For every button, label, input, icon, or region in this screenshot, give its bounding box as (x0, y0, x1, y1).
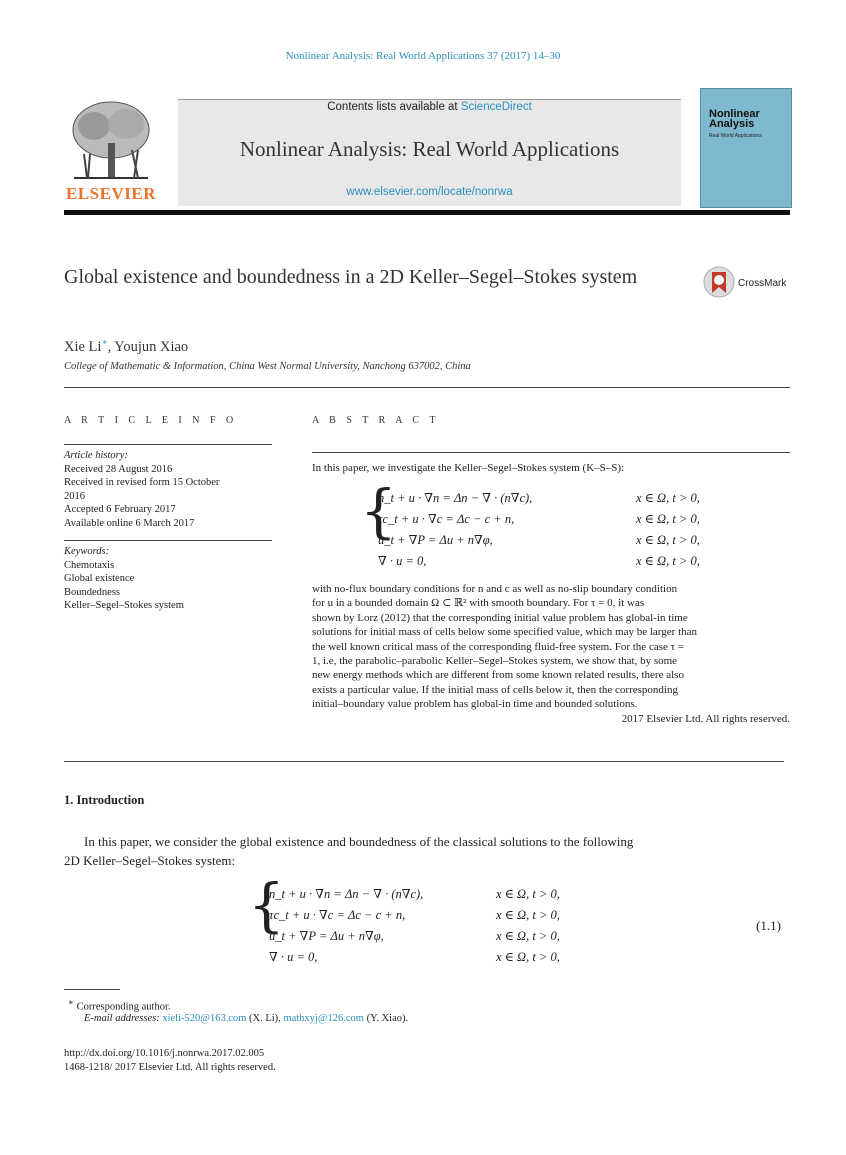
cover-title-line1: Nonlinear (709, 108, 760, 120)
abstract-copyright: 2017 Elsevier Ltd. All rights reserved. (621, 712, 790, 725)
intro-equation-2: τc_t + u · ∇c = Δc − c + n, (269, 908, 406, 922)
contents-prefix: Contents lists available at (327, 101, 461, 113)
abstract-equation-1-condition: x ∈ Ω, t > 0, (636, 491, 700, 505)
journal-url-link[interactable]: www.elsevier.com/locate/nonrwa (346, 186, 513, 198)
intro-equation-4: ∇ · u = 0, (269, 950, 318, 964)
history-item: Accepted 6 February 2017 (64, 504, 176, 515)
sciencedirect-link[interactable]: ScienceDirect (460, 101, 532, 113)
keyword: Boundedness (64, 586, 120, 598)
abstract-line: solutions for initial mass of cells below some specified value, which may be larger than (312, 626, 698, 639)
intro-equation-1: n_t + u · ∇n = Δn − ∇ · (n∇c), (269, 887, 424, 901)
abstract-line: the well known critical mass of the corresponding fluid-free system. For the case τ = (312, 640, 684, 653)
abstract-equation-4: ∇ · u = 0, (378, 554, 427, 568)
system-brace: { (360, 477, 397, 545)
intro-equation-4-condition: x ∈ Ω, t > 0, (496, 950, 560, 964)
footnote-rule (64, 989, 120, 990)
abstract-equation-3-condition: x ∈ Ω, t > 0, (636, 533, 700, 547)
divider (64, 761, 784, 762)
abstract-equation-2: τc_t + u · ∇c = Δc − c + n, (378, 512, 515, 526)
divider (64, 540, 272, 541)
keywords-block (64, 545, 279, 613)
elsevier-tree-logo (64, 98, 158, 182)
abstract-line: exists a particular value. If the initial mass of cells below it, then the corresponding (312, 683, 678, 696)
section-heading-introduction: 1. Introduction (64, 793, 145, 807)
divider (312, 452, 790, 453)
abstract-line: initial–boundary value problem has global-in time and bounded solutions. (312, 698, 638, 711)
intro-equation-3: u_t + ∇P = Δu + n∇φ, (269, 929, 384, 943)
header-rule (64, 210, 790, 215)
abstract-equation-3: u_t + ∇P = Δu + n∇φ, (378, 533, 493, 547)
crossmark-icon[interactable] (703, 266, 735, 298)
abstract-equation-4-condition: x ∈ Ω, t > 0, (636, 554, 700, 568)
intro-paragraph-line2: 2D Keller–Segel–Stokes system: (64, 853, 236, 868)
keyword: Chemotaxis (64, 559, 115, 571)
authors-line (64, 337, 188, 356)
abstract-heading: A B S T R A C T (312, 415, 440, 426)
intro-equation-2-condition: x ∈ Ω, t > 0, (496, 908, 560, 922)
abstract-intro: In this paper, we investigate the Keller–Segel–Stokes system (K–S–S): (312, 462, 625, 474)
keyword: Keller–Segel–Stokes system (64, 600, 184, 611)
footnote-corresponding-text: Corresponding author. (76, 1001, 171, 1013)
abstract-line: shown by Lorz (2012) that the corresponding initial value problem has global-in time (312, 611, 688, 624)
author-1: Xie Li (64, 338, 102, 355)
elsevier-wordmark: ELSEVIER (66, 184, 156, 203)
cover-subtitle: Real World Applications (709, 133, 762, 139)
abstract-equation-2-condition: x ∈ Ω, t > 0, (636, 512, 700, 526)
doi-link[interactable]: http://dx.doi.org/10.1016/j.nonrwa.2017.02.005 (64, 1048, 265, 1059)
history-item: 2016 (64, 490, 85, 502)
intro-equation-3-condition: x ∈ Ω, t > 0, (496, 929, 560, 943)
email-link-1[interactable]: xieli-520@163.com (162, 1013, 247, 1024)
article-info-heading: A R T I C L E I N F O (64, 415, 238, 426)
divider (64, 444, 272, 445)
email-label: E-mail addresses: (84, 1013, 160, 1024)
abstract-line: 1, i.e, the parabolic–parabolic Keller–Segel–Stokes system, we show that, by some (312, 655, 678, 668)
author-separator: , (107, 338, 115, 355)
footnote-emails (84, 1012, 408, 1026)
divider (64, 387, 790, 388)
abstract-equation-1: n_t + u · ∇n = Δn − ∇ · (n∇c), (378, 491, 533, 505)
intro-paragraph-line1: In this paper, we consider the global existence and boundedness of the classical solutions to the following (84, 834, 634, 849)
abstract-body (312, 582, 790, 726)
keywords-label: Keywords: (64, 546, 110, 557)
equation-number: (1.1) (756, 918, 781, 933)
history-item: Available online 6 March 2017 (64, 517, 195, 529)
contents-line (178, 101, 681, 113)
email-owner-2: (Y. Xiao). (363, 1013, 409, 1024)
journal-title: Nonlinear Analysis: Real World Applications (239, 137, 620, 161)
author-2: Youjun Xiao (114, 338, 189, 355)
article-history (64, 449, 279, 530)
crossmark-label[interactable]: CrossMark (738, 278, 787, 289)
cover-title-line2: Analysis (709, 118, 755, 130)
history-item: Received in revised form 15 October (64, 477, 220, 488)
intro-equation-1-condition: x ∈ Ω, t > 0, (496, 887, 560, 901)
issn-line: 1468-1218/ 2017 Elsevier Ltd. All rights reserved. (64, 1062, 276, 1073)
cover-title (709, 109, 760, 129)
email-link-2[interactable]: mathxyj@126.com (283, 1013, 364, 1024)
footnote-mark: ∗ (68, 997, 74, 1007)
abstract-line: with no-flux boundary conditions for n and c as well as no-slip boundary condition (312, 583, 678, 595)
journal-cover-image (700, 88, 792, 208)
corresponding-author-mark[interactable]: ∗ (101, 337, 108, 347)
journal-reference[interactable]: Nonlinear Analysis: Real World Applications 37 (2017) 14–30 (285, 50, 561, 62)
affiliation: College of Mathematic & Information, China West Normal University, Nanchong 637002, China (64, 361, 471, 372)
system-brace: { (248, 871, 285, 939)
abstract-line: for u in a bounded domain Ω ⊂ ℝ² with smooth boundary. For τ = 0, it was (312, 597, 645, 610)
email-owner-1: (X. Li), (246, 1013, 284, 1024)
history-item: Received 28 August 2016 (64, 463, 173, 475)
history-label: Article history: (64, 450, 128, 461)
paper-title: Global existence and boundedness in a 2D Keller–Segel–Stokes system (64, 266, 638, 288)
keyword: Global existence (64, 573, 135, 584)
abstract-line: new energy methods which are different from some known related results, there also (312, 669, 684, 682)
